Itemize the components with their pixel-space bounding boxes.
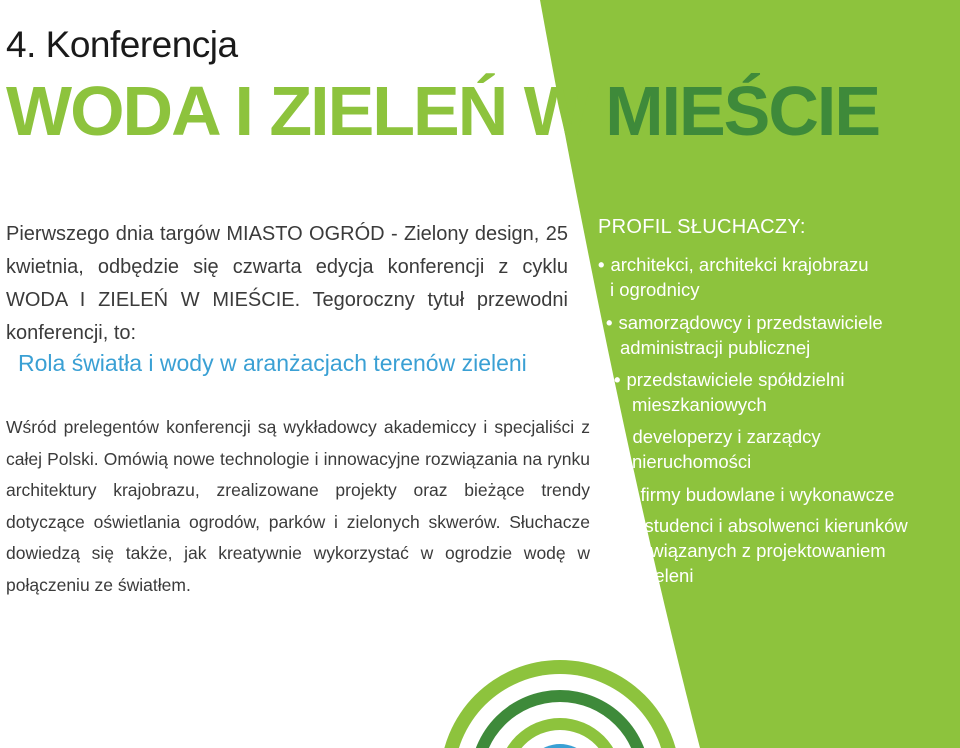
profile-item: • firmy budowlane i wykonawcze (628, 484, 895, 505)
profile-item: • developerzy i zarządcy nieruchomości (620, 426, 821, 472)
conference-title (6, 72, 880, 150)
profile-title: PROFIL SŁUCHACZY: (598, 216, 806, 238)
title-part-light: WODA I ZIELEŃ W (6, 72, 606, 150)
water-circles-graphic (440, 660, 680, 748)
profile-item: • przedstawiciele spółdzielni mieszkaniowych (614, 369, 845, 415)
conference-headline: Rola światła i wody w aranżacjach terenów zieleni (18, 350, 527, 376)
profile-item: • studenci i absolwenci kierunków związanych z projektowaniem zieleni (632, 515, 908, 586)
conference-number: 4. Konferencja (6, 24, 238, 65)
intro-paragraph: Pierwszego dnia targów MIASTO OGRÓD - Zielony design, 25 kwietnia, odbędzie się czwarta edycja konferencji z cyklu WODA I ZIELEŃ W MIEŚCIE. Tegoroczny tytuł przewodni konferencji, to: (6, 223, 568, 344)
speakers-paragraph: Wśród prelegentów konferencji są wykładowcy akademiccy i specjaliści z całej Polski. Omówią nowe technologie i innowacyjne rozwiązania na rynku architektury krajobrazu, zrealizowane projekty oraz bieżące trendy dotyczące oświetlania ogrodów, parków i zielonych skwerów. Słuchacze dowiedzą się także, jak kreatywnie wykorzystać w ogrodzie wodę w połączeniu ze światłem. (6, 417, 590, 595)
profile-item: • samorządowcy i przedstawiciele administracji publicznej (606, 312, 883, 358)
title-part-dark: MIEŚCIE (605, 72, 880, 150)
profile-item: • architekci, architekci krajobrazu i ogrodnicy (598, 254, 869, 300)
